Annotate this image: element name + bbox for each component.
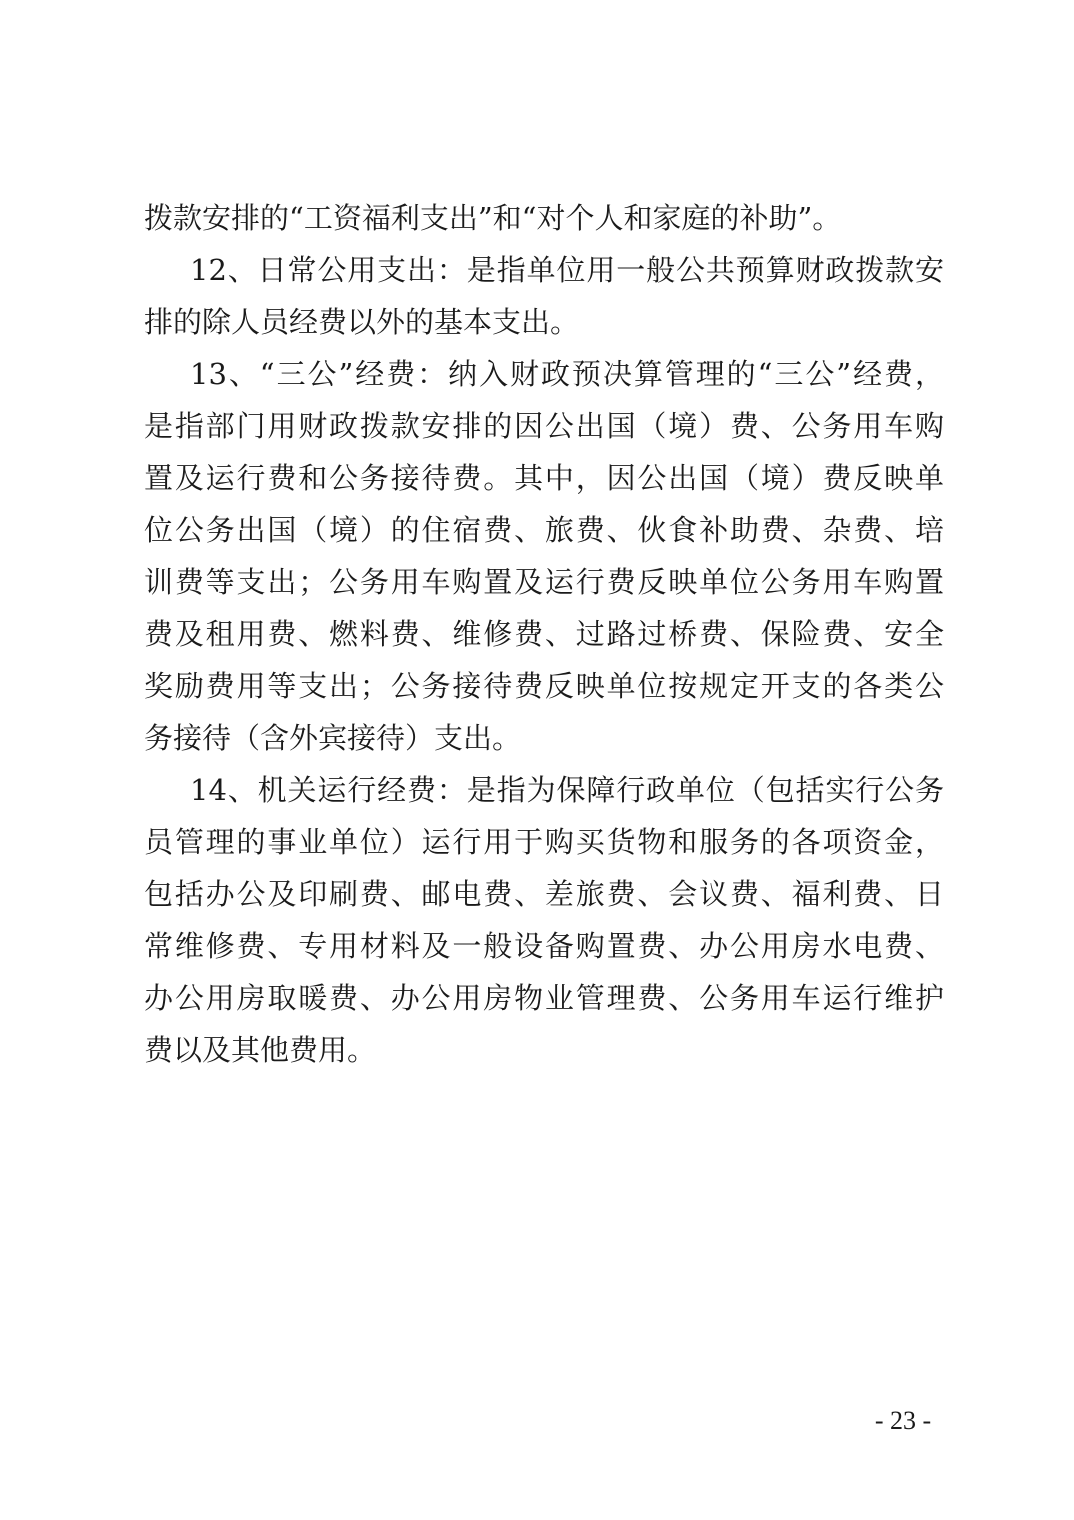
paragraph-11-continuation-line: 拨款安排的“工资福利支出”和“对个人和家庭的补助”。 — [144, 201, 842, 235]
page-number: - 23 - — [874, 1406, 932, 1435]
paragraph-14-line: 包括办公及印刷费、邮电费、差旅费、会议费、福利费、日 — [144, 877, 944, 911]
body-text — [144, 192, 944, 1076]
paragraph-13-line: 训费等支出；公务用车购置及运行费反映单位公务用车购置 — [144, 565, 944, 599]
paragraph-14-line: 常维修费、专用材料及一般设备购置费、办公用房水电费、 — [144, 929, 944, 963]
paragraph-13-line: 是指部门用财政拨款安排的因公出国（境）费、公务用车购 — [144, 409, 944, 443]
paragraph-14-line: 费以及其他费用。 — [144, 1033, 377, 1067]
paragraph-14-line: 14、机关运行经费：是指为保障行政单位（包括实行公务 — [190, 773, 944, 807]
paragraph-13-line: 务接待（含外宾接待）支出。 — [144, 721, 522, 755]
paragraph-14-line: 员管理的事业单位）运行用于购买货物和服务的各项资金， — [144, 825, 944, 859]
paragraph-12-line: 排的除人员经费以外的基本支出。 — [144, 305, 580, 339]
paragraph-14-line: 办公用房取暖费、办公用房物业管理费、公务用车运行维护 — [144, 981, 944, 1015]
paragraph-13-line: 费及租用费、燃料费、维修费、过路过桥费、保险费、安全 — [144, 617, 944, 651]
paragraph-13-line: 位公务出国（境）的住宿费、旅费、伙食补助费、杂费、培 — [144, 513, 944, 547]
paragraph-13-line: 13、“三公”经费：纳入财政预决算管理的“三公”经费， — [190, 357, 944, 391]
paragraph-13-line: 置及运行费和公务接待费。其中，因公出国（境）费反映单 — [144, 461, 944, 495]
paragraph-12-line: 12、日常公用支出：是指单位用一般公共预算财政拨款安 — [190, 253, 944, 287]
paragraph-13-line: 奖励费用等支出；公务接待费反映单位按规定开支的各类公 — [144, 669, 944, 703]
